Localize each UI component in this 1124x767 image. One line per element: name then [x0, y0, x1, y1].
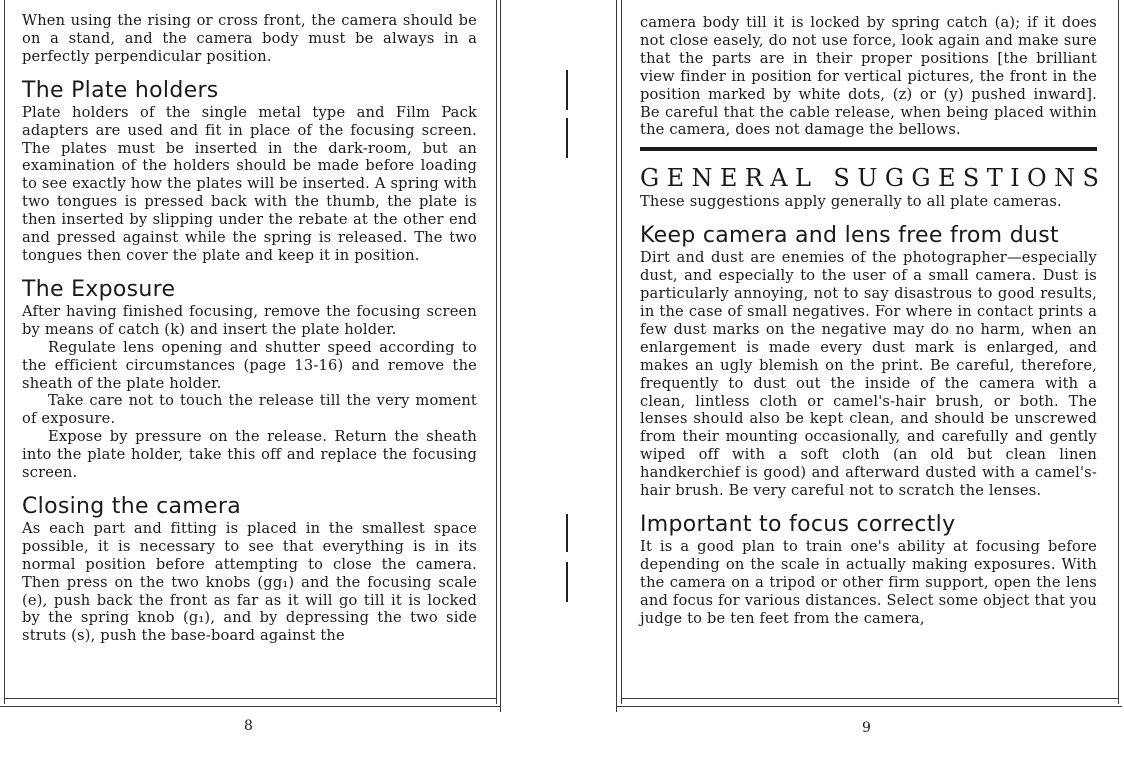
- page-number-left: 8: [244, 718, 253, 734]
- right-frame-bottom-outer: [616, 706, 1122, 707]
- section-heading-focus: Important to focus correctly: [640, 511, 956, 537]
- plate-holders-paragraph: Plate holders of the single metal type and Film Pack adapters are used and fit in place of the focusing screen. The plates must be inserted in the dark-room, but an examination of the holders should be made before loading to see exactly how the plates will be inserted. A spring with two tongues is pressed back with the thumb, the plate is then inserted by slipping under the rebate at the other end and pressed against while the spring is released. The two tongues then cover the plate and keep it in position.: [22, 103, 477, 264]
- right-opening-paragraph: camera body till it is locked by spring catch (a); if it does not close easely, do not use force, look again and make sure that the parts are in their proper positions [the brilliant view finder in position for vertical pictures, the front in the position marked by white dots, (z) or (y) pushed inward]. Be careful that the cable release, when being placed within the camera, does not damage the bellows.: [640, 14, 1097, 139]
- left-frame-left: [4, 0, 5, 704]
- general-suggestions-intro: These suggestions apply generally to all plate cameras.: [640, 193, 1062, 211]
- gutter-mark: [566, 514, 568, 552]
- right-frame-right: [1118, 0, 1119, 704]
- gutter-mark: [566, 118, 568, 158]
- right-text-column: [640, 14, 1107, 627]
- right-page: [600, 0, 1124, 767]
- section-heading-closing-camera: Closing the camera: [22, 493, 241, 519]
- dust-paragraph: Dirt and dust are enemies of the photographer—especially dust, and especially to the user of a small camera. Dust is particularly annoying, not to say disastrous to good results, in the case of small negatives. For where in contact prints a few dust marks on the negative may do no harm, when an enlargement is made every dust mark is enlarged, and makes an ugly blemish on the print. Be careful, therefore, frequently to dust out the inside of the camera with a clean, lintless cloth or camel's-hair brush, or both. The lenses should also be kept clean, and should be unscrewed from their mounting occasionally, and carefully and gently wiped off with a soft cloth (an old but clean linen handkerchief is good) and afterward dusted with a camel's-hair brush. Be very careful not to scratch the lenses.: [640, 249, 1097, 500]
- left-frame-bottom-inner: [4, 698, 497, 699]
- right-frame-left-outer: [616, 0, 617, 712]
- gutter-mark: [566, 70, 568, 110]
- exposure-paragraph-1: After having finished focusing, remove the focusing screen by means of catch (k) and insert the plate holder.: [22, 302, 477, 338]
- section-divider-rule: [640, 147, 1097, 151]
- closing-camera-paragraph: As each part and fitting is placed in the smallest space possible, it is necessary to see that everything is in its normal position before attempting to close the camera. Then press on the two knobs (gg₁) and the focusing scale (e), push back the front as far as it will go till it is locked by the spring knob (g₁), and by depressing the two side struts (s), push the base-board against the: [22, 519, 477, 645]
- exposure-paragraph-4: Expose by pressure on the release. Return the sheath into the plate holder, take this off and replace the focusing screen.: [22, 428, 477, 482]
- right-frame-left-inner: [621, 0, 622, 704]
- left-text-column: [22, 12, 477, 645]
- left-page: [0, 0, 510, 767]
- general-suggestions-title: GENERAL SUGGESTIONS: [640, 164, 1107, 193]
- exposure-paragraph-2: Regulate lens opening and shutter speed according to the efficient circumstances (page 13-16) and remove the sheath of the plate holder.: [22, 338, 477, 392]
- exposure-paragraph-3: Take care not to touch the release till the very moment of exposure.: [22, 392, 477, 428]
- section-heading-plate-holders: The Plate holders: [22, 77, 219, 103]
- focus-paragraph: It is a good plan to train one's ability at focusing before depending on the scale in actually making exposures. With the camera on a tripod or other firm support, open the lens and focus for various distances. Select some object that you judge to be ten feet from the camera,: [640, 537, 1097, 627]
- gutter-mark: [566, 562, 568, 602]
- section-heading-dust: Keep camera and lens free from dust: [640, 223, 1059, 249]
- page-number-right: 9: [862, 720, 871, 736]
- left-opening-paragraph: When using the rising or cross front, the camera should be on a stand, and the camera body must be always in a perfectly perpendicular position.: [22, 12, 477, 65]
- left-frame-right-outer: [500, 0, 501, 712]
- left-frame-bottom-outer: [0, 706, 501, 707]
- right-frame-bottom-inner: [621, 698, 1119, 699]
- left-frame-right-inner: [496, 0, 497, 704]
- section-heading-exposure: The Exposure: [22, 276, 176, 302]
